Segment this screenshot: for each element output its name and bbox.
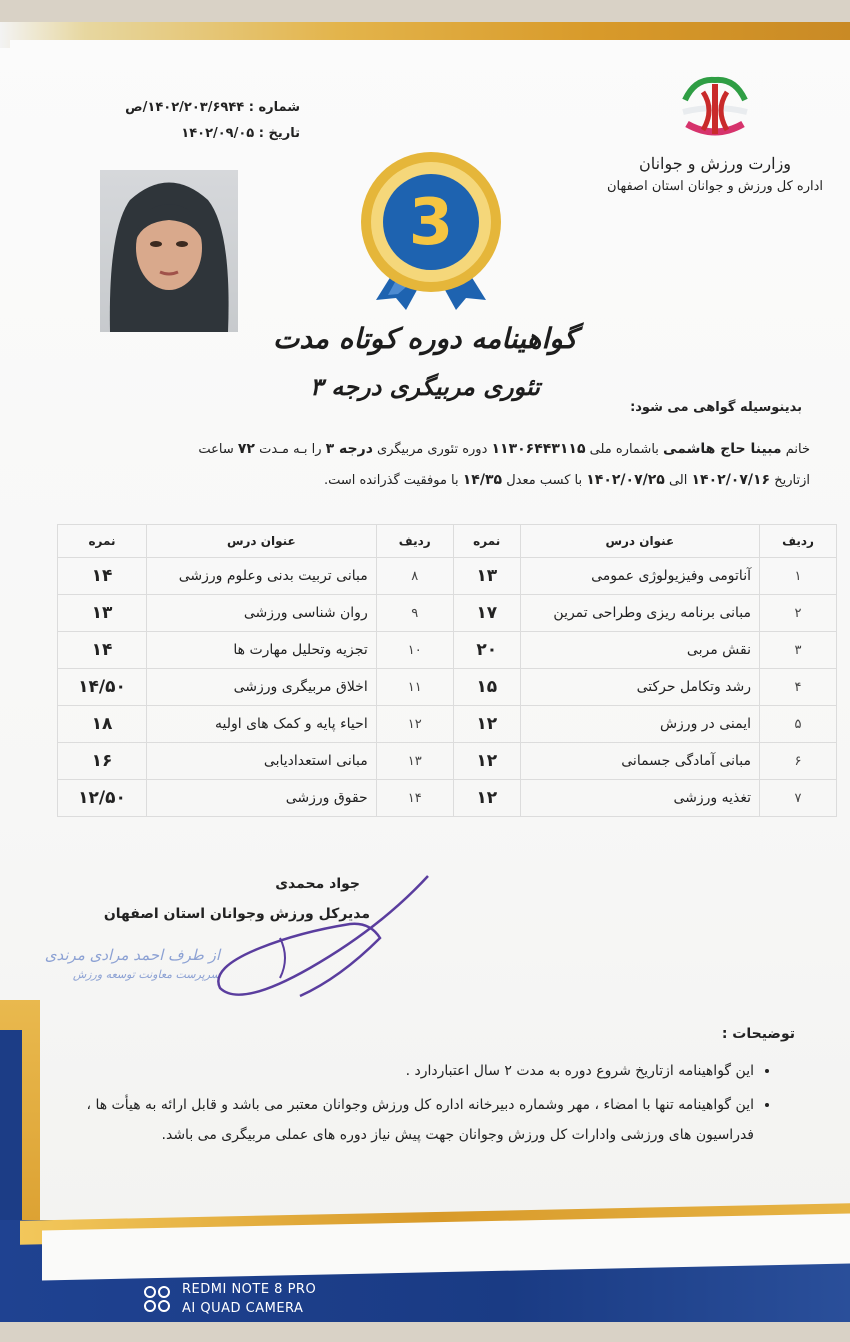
camera-watermark: [182, 1280, 316, 1318]
certification-line-2: ازتاریخ ۱۴۰۲/۰۷/۱۶ الی ۱۴۰۲/۰۷/۲۵ با کسب معدل ۱۴/۳۵ با موفقیت گذرانده است.: [323, 472, 810, 488]
top-gold-border: [0, 22, 850, 48]
table-row: ۲ مبانی برنامه ریزی وطراحی تمرین ۱۷ ۹ روان شناسی ورزشی ۱۳: [58, 595, 837, 632]
signatory-name: جواد محمدی: [275, 876, 360, 892]
table-row: ۳ نقش مربی ۲۰ ۱۰ تجزیه وتحلیل مهارت ها ۱۴: [58, 632, 837, 669]
date-from: ۱۴۰۲/۰۷/۱۶: [691, 472, 771, 488]
signatory-title: مدیرکل ورزش وجوانان استان اصفهان: [103, 906, 370, 922]
ministry-name: وزارت ورزش و جوانان: [638, 154, 792, 173]
notes-list: [34, 1056, 780, 1154]
average-score: ۱۴/۳۵: [462, 472, 503, 488]
table-row: ۴ رشد وتکامل حرکتی ۱۵ ۱۱ اخلاق مربیگری ورزشی ۱۴/۵۰: [58, 669, 837, 706]
letter-date: تاریخ : ۱۴۰۲/۰۹/۰۵: [181, 126, 300, 141]
certificate-title: گواهینامه دوره کوتاه مدت: [272, 322, 578, 355]
table-row: ۶ مبانی آمادگی جسمانی ۱۲ ۱۳ مبانی استعدادیابی ۱۶: [58, 743, 837, 780]
letter-meta: [80, 95, 300, 147]
header-row-number: ردیف: [760, 525, 837, 558]
letter-number: شماره : ۱۴۰۲/۲۰۳/۶۹۴۴/ص: [125, 100, 300, 115]
grade-medal: [356, 150, 506, 314]
watermark-line-1: REDMI NOTE 8 PRO: [182, 1282, 317, 1297]
table-row: ۱ آناتومی وفیزیولوژی عمومی ۱۳ ۸ مبانی تربیت بدنی وعلوم ورزشی ۱۴: [58, 558, 837, 595]
stamp-line-1: از طرف احمد مرادی مرندی: [44, 946, 220, 964]
table-row: ۷ تغذیه ورزشی ۱۲ ۱۴ حقوق ورزشی ۱۲/۵۰: [58, 780, 837, 817]
table-row: ۵ ایمنی در ورزش ۱۲ ۱۲ احیاء پایه و کمک های اولیه ۱۸: [58, 706, 837, 743]
camera-watermark-icon: [142, 1284, 172, 1314]
date-to: ۱۴۰۲/۰۷/۲۵: [586, 472, 665, 488]
signature-icon: [180, 868, 440, 1008]
certification-line-1: خانم مبینا حاج هاشمی باشماره ملی ۱۱۳۰۶۴۴۳۱۱۵ دوره تئوری مربیگری درجه ۳ را بـه مـدت ۷۲ ساعت: [198, 441, 810, 457]
portrait-icon: [100, 170, 238, 332]
note-item: • این گواهینامه تنها با امضاء ، مهر وشماره دبیرخانه اداره کل ورزش وجوانان معتبر می باشد و قابل ارائه به هیأت ها ، فدراسیون های ورزشی وادارات کل ورزش وجوانان جهت پیش نیاز دوره های عملی مربیگری می باشد.: [34, 1090, 754, 1150]
ministry-department: اداره کل ورزش و جوانان استان اصفهان: [606, 179, 824, 194]
header-row-number: ردیف: [376, 525, 453, 558]
ministry-header: [600, 70, 830, 194]
course-hours: ۷۲: [237, 441, 255, 457]
stamp-line-2: سرپرست معاونت توسعه ورزش: [72, 968, 220, 981]
header-grade: نمره: [453, 525, 520, 558]
notes-title: توضیحات :: [721, 1026, 795, 1042]
holder-photo: [100, 170, 238, 332]
iran-emblem-icon: [675, 70, 755, 146]
certificate-subtitle: تئوری مربیگری درجه ۳: [310, 372, 540, 401]
note-item: • این گواهینامه ازتاریخ شروع دوره به مدت ۲ سال اعتباردارد .: [34, 1056, 754, 1086]
holder-name: مبینا حاج هاشمی: [663, 441, 782, 457]
national-id: ۱۱۳۰۶۴۴۳۱۱۵: [491, 441, 586, 457]
header-course-title: عنوان درس: [520, 525, 759, 558]
course-grade: درجه ۳: [325, 441, 373, 457]
watermark-line-2: AI QUAD CAMERA: [182, 1301, 304, 1316]
medal-icon: [356, 150, 506, 310]
grades-table: [57, 524, 837, 817]
certification-intro: بدینوسیله گواهی می شود:: [630, 400, 802, 415]
header-course-title: عنوان درس: [147, 525, 377, 558]
table-header-row: [58, 525, 837, 558]
medal-grade-number: 3: [408, 186, 454, 260]
certification-text: [20, 434, 810, 496]
header-grade: نمره: [58, 525, 147, 558]
